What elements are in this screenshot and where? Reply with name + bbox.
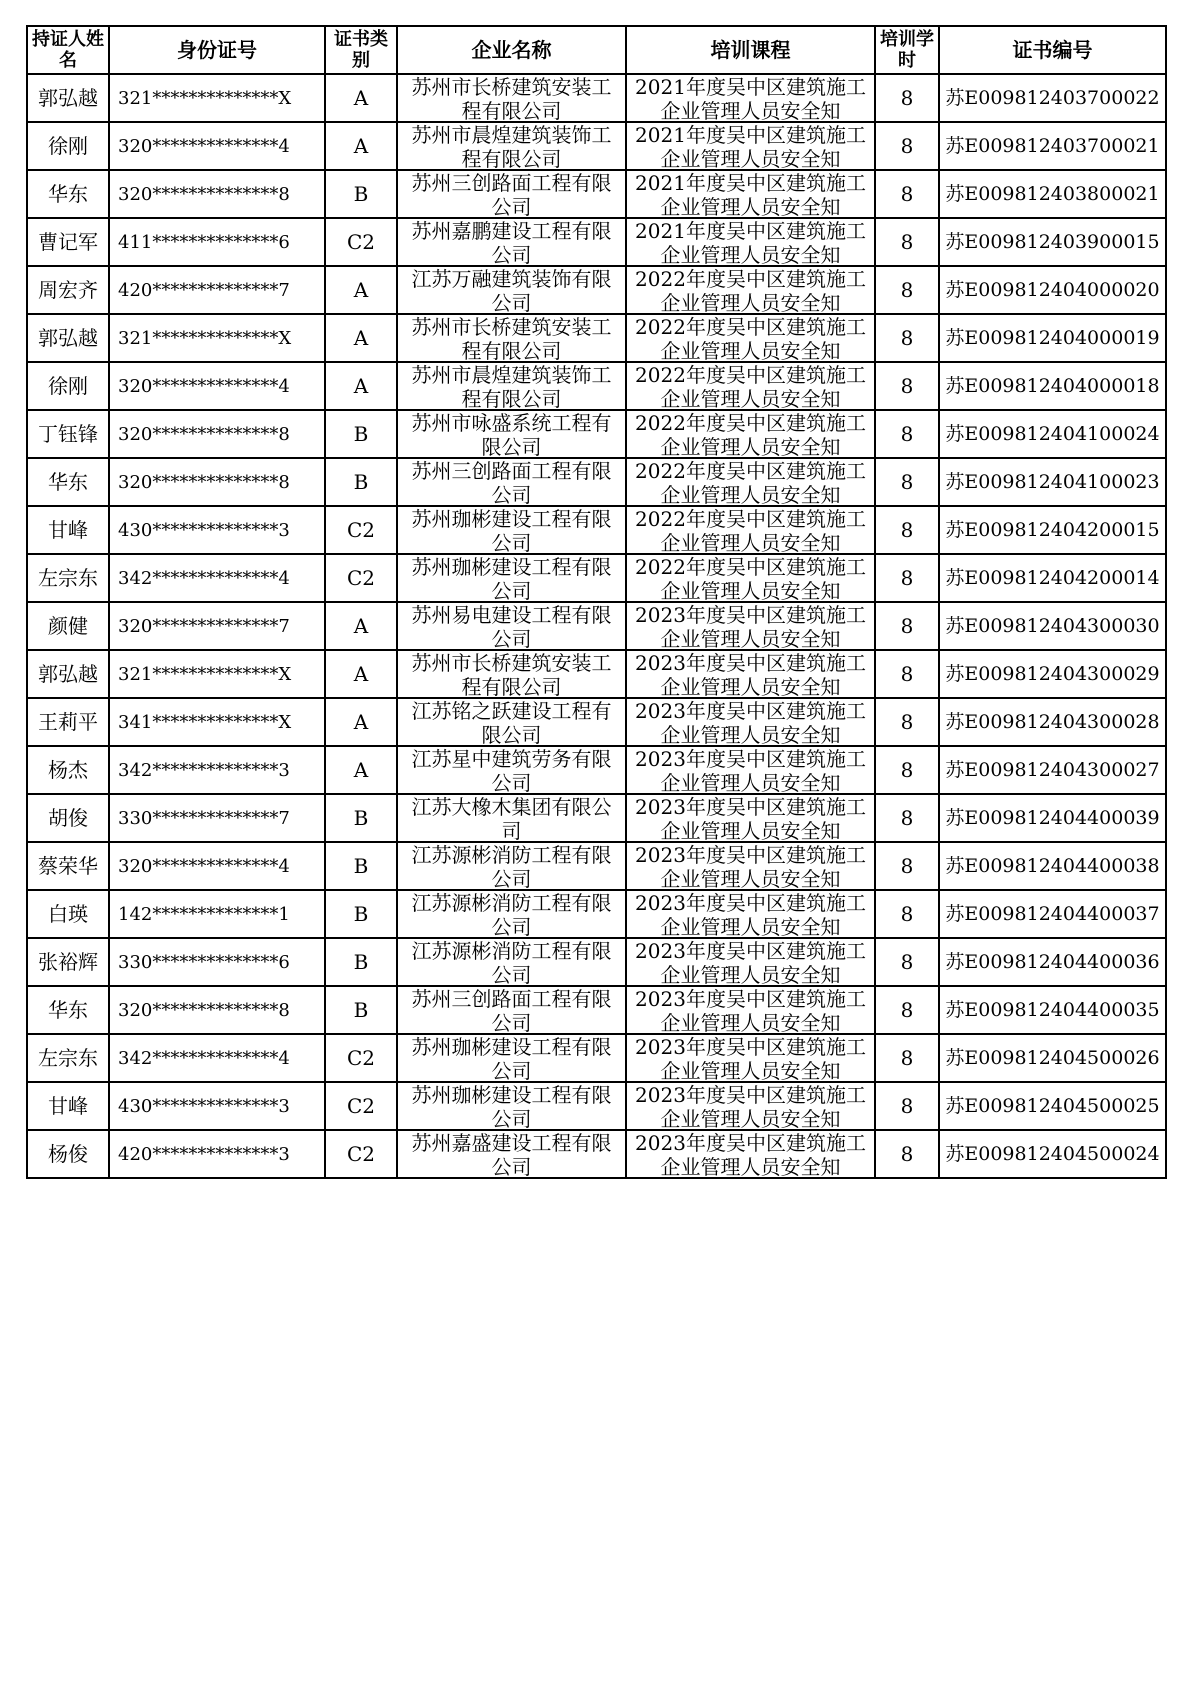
cell-holder-name: 曹记军 — [27, 218, 109, 266]
cell-course — [626, 554, 875, 602]
header-company: 企业名称 — [397, 26, 626, 74]
table-row — [27, 1082, 1166, 1130]
cell-course — [626, 314, 875, 362]
cell-hours: 8 — [875, 842, 939, 890]
cell-holder-name: 周宏齐 — [27, 266, 109, 314]
cell-company — [397, 746, 626, 794]
cell-holder-name: 王莉平 — [27, 698, 109, 746]
cell-id-number: 320**************4 — [109, 362, 325, 410]
cell-holder-name: 蔡荣华 — [27, 842, 109, 890]
cell-cert-category: A — [325, 602, 397, 650]
table-row — [27, 1034, 1166, 1082]
cell-holder-name: 甘峰 — [27, 1082, 109, 1130]
cell-company — [397, 986, 626, 1034]
cell-holder-name: 杨杰 — [27, 746, 109, 794]
cell-company-text: 苏州市晨煌建筑装饰工程有限公司 — [411, 363, 612, 409]
cell-course — [626, 266, 875, 314]
cell-id-number: 420**************7 — [109, 266, 325, 314]
cell-company — [397, 314, 626, 362]
cell-course-text: 2023年度吴中区建筑施工企业管理人员安全知 — [635, 699, 866, 745]
cell-company — [397, 650, 626, 698]
cell-cert-category: A — [325, 314, 397, 362]
cell-course-text: 2021年度吴中区建筑施工企业管理人员安全知 — [635, 171, 866, 217]
table-row — [27, 170, 1166, 218]
cell-holder-name: 华东 — [27, 170, 109, 218]
cell-company-text: 苏州市长桥建筑安装工程有限公司 — [411, 75, 612, 121]
cell-cert-number: 苏E009812404500025 — [939, 1082, 1166, 1130]
cell-cert-number: 苏E009812404000019 — [939, 314, 1166, 362]
cell-company — [397, 890, 626, 938]
cell-hours: 8 — [875, 314, 939, 362]
cell-company — [397, 266, 626, 314]
cell-course — [626, 362, 875, 410]
cell-hours: 8 — [875, 1082, 939, 1130]
cell-id-number: 142**************1 — [109, 890, 325, 938]
cell-company — [397, 1034, 626, 1082]
cell-course-text: 2022年度吴中区建筑施工企业管理人员安全知 — [635, 315, 866, 361]
cell-holder-name: 徐刚 — [27, 362, 109, 410]
cell-cert-number: 苏E009812404500024 — [939, 1130, 1166, 1178]
cell-hours: 8 — [875, 170, 939, 218]
table-row — [27, 986, 1166, 1034]
cell-hours: 8 — [875, 938, 939, 986]
cell-holder-name: 甘峰 — [27, 506, 109, 554]
table-row — [27, 1130, 1166, 1178]
cell-cert-category: B — [325, 890, 397, 938]
cell-company — [397, 410, 626, 458]
cell-cert-number: 苏E009812404300028 — [939, 698, 1166, 746]
cell-hours: 8 — [875, 458, 939, 506]
table-row — [27, 410, 1166, 458]
cell-course — [626, 746, 875, 794]
cell-company — [397, 602, 626, 650]
cell-id-number: 411**************6 — [109, 218, 325, 266]
cell-company — [397, 842, 626, 890]
cell-course-text: 2023年度吴中区建筑施工企业管理人员安全知 — [635, 891, 866, 937]
cell-company-text: 江苏源彬消防工程有限公司 — [411, 843, 612, 889]
table-row — [27, 218, 1166, 266]
table-row — [27, 842, 1166, 890]
cell-holder-name: 华东 — [27, 986, 109, 1034]
cell-holder-name: 张裕辉 — [27, 938, 109, 986]
cell-id-number: 320**************4 — [109, 842, 325, 890]
cell-company-text: 苏州三创路面工程有限公司 — [411, 459, 612, 505]
cell-company — [397, 698, 626, 746]
cell-cert-number: 苏E009812404000020 — [939, 266, 1166, 314]
cell-cert-number: 苏E009812404300027 — [939, 746, 1166, 794]
cell-holder-name: 颜健 — [27, 602, 109, 650]
cell-id-number: 320**************8 — [109, 458, 325, 506]
table-row — [27, 362, 1166, 410]
cell-hours: 8 — [875, 746, 939, 794]
table-row — [27, 890, 1166, 938]
cell-course-text: 2022年度吴中区建筑施工企业管理人员安全知 — [635, 555, 866, 601]
cell-id-number: 342**************4 — [109, 554, 325, 602]
cell-id-number: 320**************8 — [109, 986, 325, 1034]
cell-course-text: 2022年度吴中区建筑施工企业管理人员安全知 — [635, 267, 866, 313]
cell-course — [626, 986, 875, 1034]
cell-hours: 8 — [875, 410, 939, 458]
cell-course — [626, 122, 875, 170]
cell-holder-name: 杨俊 — [27, 1130, 109, 1178]
cell-course-text: 2023年度吴中区建筑施工企业管理人员安全知 — [635, 603, 866, 649]
cell-hours: 8 — [875, 554, 939, 602]
cell-course-text: 2023年度吴中区建筑施工企业管理人员安全知 — [635, 939, 866, 985]
cell-course — [626, 842, 875, 890]
table-row — [27, 554, 1166, 602]
header-cert-category: 证书类别 — [325, 26, 397, 74]
cell-company-text: 苏州市咏盛系统工程有限公司 — [411, 411, 612, 457]
table-row — [27, 506, 1166, 554]
cell-company — [397, 122, 626, 170]
cell-company-text: 江苏铭之跃建设工程有限公司 — [411, 699, 612, 745]
cell-course — [626, 1034, 875, 1082]
cell-course — [626, 794, 875, 842]
cell-cert-category: B — [325, 938, 397, 986]
cell-cert-number: 苏E009812404400037 — [939, 890, 1166, 938]
cell-company-text: 江苏大橡木集团有限公司 — [411, 795, 612, 841]
certificate-table — [26, 25, 1167, 1179]
cell-course-text: 2023年度吴中区建筑施工企业管理人员安全知 — [635, 1083, 866, 1129]
cell-company — [397, 1082, 626, 1130]
cell-cert-category: A — [325, 746, 397, 794]
cell-course — [626, 1082, 875, 1130]
cell-cert-category: C2 — [325, 1130, 397, 1178]
cell-id-number: 321**************X — [109, 314, 325, 362]
cell-hours: 8 — [875, 362, 939, 410]
cell-course-text: 2022年度吴中区建筑施工企业管理人员安全知 — [635, 459, 866, 505]
cell-cert-number: 苏E009812404400038 — [939, 842, 1166, 890]
cell-company — [397, 938, 626, 986]
cell-company-text: 江苏源彬消防工程有限公司 — [411, 939, 612, 985]
cell-id-number: 321**************X — [109, 74, 325, 122]
cell-id-number: 420**************3 — [109, 1130, 325, 1178]
cell-hours: 8 — [875, 1130, 939, 1178]
cell-hours: 8 — [875, 602, 939, 650]
table-body — [27, 74, 1166, 1178]
cell-cert-number: 苏E009812404400035 — [939, 986, 1166, 1034]
cell-cert-category: B — [325, 794, 397, 842]
cell-holder-name: 左宗东 — [27, 554, 109, 602]
cell-course — [626, 890, 875, 938]
cell-course-text: 2022年度吴中区建筑施工企业管理人员安全知 — [635, 507, 866, 553]
cell-company — [397, 458, 626, 506]
cell-id-number: 330**************7 — [109, 794, 325, 842]
cell-cert-category: A — [325, 650, 397, 698]
cell-hours: 8 — [875, 218, 939, 266]
cell-company — [397, 1130, 626, 1178]
header-course: 培训课程 — [626, 26, 875, 74]
cell-cert-number: 苏E009812404400039 — [939, 794, 1166, 842]
cell-company — [397, 506, 626, 554]
cell-course — [626, 218, 875, 266]
header-holder-name: 持证人姓名 — [27, 26, 109, 74]
cell-cert-number: 苏E009812404200014 — [939, 554, 1166, 602]
table-row — [27, 746, 1166, 794]
cell-hours: 8 — [875, 266, 939, 314]
cell-hours: 8 — [875, 650, 939, 698]
cell-company-text: 苏州三创路面工程有限公司 — [411, 987, 612, 1033]
cell-cert-number: 苏E009812404100023 — [939, 458, 1166, 506]
table-row — [27, 458, 1166, 506]
cell-company — [397, 554, 626, 602]
cell-cert-category: C2 — [325, 1034, 397, 1082]
header-row — [27, 26, 1166, 74]
cell-cert-number: 苏E009812404000018 — [939, 362, 1166, 410]
cell-company — [397, 794, 626, 842]
cell-course-text: 2022年度吴中区建筑施工企业管理人员安全知 — [635, 411, 866, 457]
cell-company-text: 苏州珈彬建设工程有限公司 — [411, 1035, 612, 1081]
cell-course — [626, 458, 875, 506]
cell-company-text: 苏州市长桥建筑安装工程有限公司 — [411, 315, 612, 361]
cell-id-number: 320**************8 — [109, 410, 325, 458]
cell-id-number: 321**************X — [109, 650, 325, 698]
cell-course-text: 2021年度吴中区建筑施工企业管理人员安全知 — [635, 219, 866, 265]
cell-company — [397, 74, 626, 122]
cell-id-number: 430**************3 — [109, 1082, 325, 1130]
cell-cert-category: C2 — [325, 554, 397, 602]
cell-course — [626, 1130, 875, 1178]
cell-cert-category: A — [325, 266, 397, 314]
cell-holder-name: 郭弘越 — [27, 650, 109, 698]
cell-company-text: 江苏万融建筑装饰有限公司 — [411, 267, 612, 313]
cell-holder-name: 白瑛 — [27, 890, 109, 938]
cell-course-text: 2022年度吴中区建筑施工企业管理人员安全知 — [635, 363, 866, 409]
cell-id-number: 430**************3 — [109, 506, 325, 554]
cell-id-number: 342**************4 — [109, 1034, 325, 1082]
table-row — [27, 794, 1166, 842]
cell-company-text: 江苏星中建筑劳务有限公司 — [411, 747, 612, 793]
table-row — [27, 314, 1166, 362]
cell-holder-name: 胡俊 — [27, 794, 109, 842]
cell-course-text: 2023年度吴中区建筑施工企业管理人员安全知 — [635, 747, 866, 793]
cell-company-text: 江苏源彬消防工程有限公司 — [411, 891, 612, 937]
cell-holder-name: 华东 — [27, 458, 109, 506]
table-row — [27, 74, 1166, 122]
cell-hours: 8 — [875, 890, 939, 938]
cell-course — [626, 170, 875, 218]
cell-course — [626, 650, 875, 698]
cell-cert-category: A — [325, 122, 397, 170]
cell-cert-number: 苏E009812404100024 — [939, 410, 1166, 458]
table-row — [27, 122, 1166, 170]
header-cert-number: 证书编号 — [939, 26, 1166, 74]
cell-hours: 8 — [875, 986, 939, 1034]
cell-hours: 8 — [875, 698, 939, 746]
table-header — [27, 26, 1166, 74]
cell-id-number: 320**************8 — [109, 170, 325, 218]
cell-company-text: 苏州珈彬建设工程有限公司 — [411, 1083, 612, 1129]
cell-company-text: 苏州珈彬建设工程有限公司 — [411, 507, 612, 553]
cell-hours: 8 — [875, 122, 939, 170]
header-hours: 培训学时 — [875, 26, 939, 74]
table-row — [27, 698, 1166, 746]
cell-course-text: 2023年度吴中区建筑施工企业管理人员安全知 — [635, 795, 866, 841]
certificate-table-sheet — [26, 25, 1165, 1179]
cell-company-text: 苏州市长桥建筑安装工程有限公司 — [411, 651, 612, 697]
cell-cert-category: B — [325, 170, 397, 218]
cell-cert-number: 苏E009812404300030 — [939, 602, 1166, 650]
cell-course — [626, 506, 875, 554]
cell-id-number: 320**************7 — [109, 602, 325, 650]
cell-company-text: 苏州嘉鹏建设工程有限公司 — [411, 219, 612, 265]
cell-course-text: 2023年度吴中区建筑施工企业管理人员安全知 — [635, 987, 866, 1033]
cell-hours: 8 — [875, 74, 939, 122]
cell-company-text: 苏州嘉盛建设工程有限公司 — [411, 1131, 612, 1177]
cell-company — [397, 362, 626, 410]
cell-course-text: 2021年度吴中区建筑施工企业管理人员安全知 — [635, 123, 866, 169]
cell-course-text: 2023年度吴中区建筑施工企业管理人员安全知 — [635, 651, 866, 697]
cell-cert-category: B — [325, 986, 397, 1034]
cell-company — [397, 218, 626, 266]
cell-course — [626, 74, 875, 122]
cell-cert-category: A — [325, 698, 397, 746]
cell-cert-category: B — [325, 842, 397, 890]
cell-cert-number: 苏E009812404200015 — [939, 506, 1166, 554]
table-row — [27, 938, 1166, 986]
cell-hours: 8 — [875, 1034, 939, 1082]
cell-cert-category: C2 — [325, 1082, 397, 1130]
cell-course-text: 2023年度吴中区建筑施工企业管理人员安全知 — [635, 843, 866, 889]
cell-company-text: 苏州三创路面工程有限公司 — [411, 171, 612, 217]
cell-cert-category: A — [325, 74, 397, 122]
cell-cert-number: 苏E009812404300029 — [939, 650, 1166, 698]
cell-id-number: 320**************4 — [109, 122, 325, 170]
cell-hours: 8 — [875, 794, 939, 842]
cell-id-number: 330**************6 — [109, 938, 325, 986]
cell-holder-name: 郭弘越 — [27, 74, 109, 122]
table-row — [27, 266, 1166, 314]
cell-cert-number: 苏E009812403900015 — [939, 218, 1166, 266]
cell-hours: 8 — [875, 506, 939, 554]
cell-cert-number: 苏E009812403700021 — [939, 122, 1166, 170]
cell-cert-category: B — [325, 458, 397, 506]
cell-holder-name: 郭弘越 — [27, 314, 109, 362]
cell-cert-category: C2 — [325, 218, 397, 266]
cell-company-text: 苏州珈彬建设工程有限公司 — [411, 555, 612, 601]
cell-company — [397, 170, 626, 218]
cell-company-text: 苏州易电建设工程有限公司 — [411, 603, 612, 649]
cell-cert-category: A — [325, 362, 397, 410]
cell-cert-category: B — [325, 410, 397, 458]
cell-cert-number: 苏E009812403700022 — [939, 74, 1166, 122]
cell-cert-number: 苏E009812404500026 — [939, 1034, 1166, 1082]
cell-cert-number: 苏E009812403800021 — [939, 170, 1166, 218]
cell-cert-number: 苏E009812404400036 — [939, 938, 1166, 986]
cell-course — [626, 602, 875, 650]
table-row — [27, 602, 1166, 650]
cell-course — [626, 698, 875, 746]
header-id-number: 身份证号 — [109, 26, 325, 74]
cell-company-text: 苏州市晨煌建筑装饰工程有限公司 — [411, 123, 612, 169]
cell-holder-name: 丁钰锋 — [27, 410, 109, 458]
cell-id-number: 342**************3 — [109, 746, 325, 794]
cell-holder-name: 左宗东 — [27, 1034, 109, 1082]
cell-cert-category: C2 — [325, 506, 397, 554]
cell-course — [626, 938, 875, 986]
cell-course-text: 2021年度吴中区建筑施工企业管理人员安全知 — [635, 75, 866, 121]
table-row — [27, 650, 1166, 698]
cell-course-text: 2023年度吴中区建筑施工企业管理人员安全知 — [635, 1035, 866, 1081]
cell-course — [626, 410, 875, 458]
cell-course-text: 2023年度吴中区建筑施工企业管理人员安全知 — [635, 1131, 866, 1177]
cell-id-number: 341**************X — [109, 698, 325, 746]
cell-holder-name: 徐刚 — [27, 122, 109, 170]
